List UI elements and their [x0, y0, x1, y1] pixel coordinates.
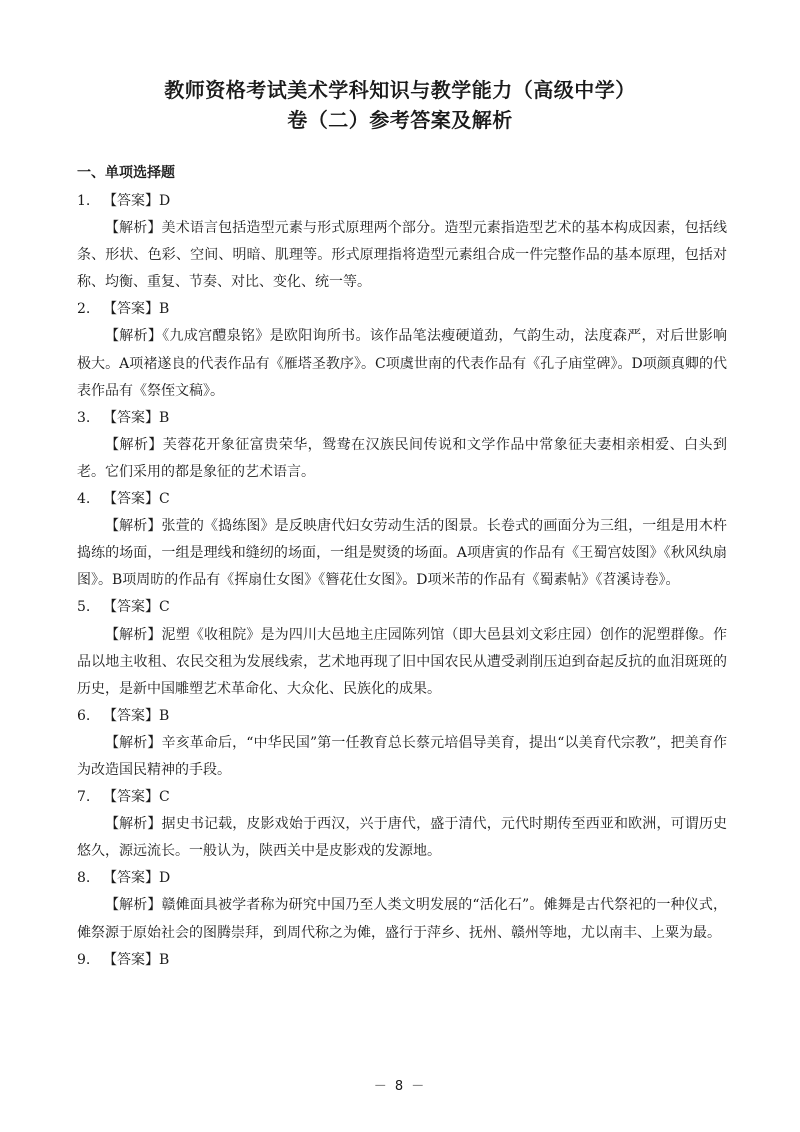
explanation-text: 【解析】张萱的《捣练图》是反映唐代妇女劳动生活的图景。长卷式的画面分为三组，一组是用木杵捣练的场面，一组是理线和缝纫的场面，一组是熨烫的场面。A项唐寅的作品有《王蜀宫妓图》《秋风纨扇图》。B项周昉的作品有《挥扇仕女图》《簪花仕女图》。D项米芾的作品有《蜀素帖》《苕溪诗卷》。: [77, 518, 727, 589]
explanation-text: 【解析】《九成宫醴泉铭》是欧阳询所书。该作品笔法瘦硬道劲，气韵生动，法度森严，对后世影响极大。A项褚遂良的代表作品有《雁塔圣教序》。C项虞世南的代表作品有《孔子庙堂碑》。D项颜真卿的代表作品有《祭侄文稿》。: [77, 328, 727, 399]
answer-line: [77, 865, 727, 892]
answer-item-9: [77, 947, 727, 974]
question-number: 4.: [77, 491, 91, 508]
answer-line: [77, 784, 727, 811]
explanation-text: 【解析】赣傩面具被学者称为研究中国乃至人类文明发展的“活化石”。傩舞是古代祭祀的一种仪式，傩祭源于原始社会的图腾崇拜，到周代称之为傩，盛行于萍乡、抚州、赣州等地，尤以南丰、上粟为最。: [77, 897, 727, 941]
answer-line: [77, 296, 727, 323]
question-number: 2.: [77, 301, 91, 318]
answer-item-7: [77, 784, 727, 865]
document-subtitle: 卷（二）参考答案及解析: [287, 108, 513, 132]
question-number: 7.: [77, 789, 91, 806]
answer-item-3: [77, 405, 727, 486]
answer-item-6: [77, 703, 727, 784]
question-number: 9.: [77, 951, 91, 968]
answer-item-8: [77, 865, 727, 946]
section-heading: 一、单项选择题: [77, 165, 175, 181]
answer-line: [77, 188, 727, 215]
answer-value: 【答案】D: [103, 870, 171, 887]
answer-item-1: [77, 188, 727, 296]
answer-value: 【答案】C: [103, 491, 170, 508]
answer-item-4: [77, 486, 727, 594]
answer-value: 【答案】B: [103, 707, 170, 724]
answer-line: [77, 947, 727, 974]
question-number: 1.: [77, 193, 91, 209]
answer-value: 【答案】C: [103, 789, 170, 806]
answer-line: [77, 594, 727, 621]
answer-line: [77, 405, 727, 432]
answer-value: 【答案】B: [103, 951, 170, 968]
answer-value: 【答案】B: [103, 301, 170, 318]
answer-list: [77, 188, 727, 974]
answer-value: 【答案】C: [103, 599, 170, 616]
answer-value: 【答案】B: [103, 409, 170, 426]
answer-value: 【答案】D: [103, 193, 171, 209]
answer-item-2: [77, 296, 727, 404]
question-number: 6.: [77, 707, 91, 724]
question-number: 5.: [77, 599, 91, 616]
document-title: 教师资格考试美术学科知识与教学能力（高级中学）: [164, 78, 636, 102]
answer-item-5: [77, 594, 727, 702]
page-number: － 8 －: [373, 1079, 427, 1094]
answer-line: [77, 486, 727, 513]
explanation-text: 【解析】泥塑《收租院》是为四川大邑地主庄园陈列馆（即大邑县刘文彩庄园）创作的泥塑群像。作品以地主收租、农民交租为发展线索，艺术地再现了旧中国农民从遭受剥削压迫到奋起反抗的血泪斑斑的历史，是新中国雕塑艺术革命化、大众化、民族化的成果。: [77, 626, 727, 697]
explanation-text: 【解析】美术语言包括造型元素与形式原理两个部分。造型元素指造型艺术的基本构成因素，包括线条、形状、色彩、空间、明暗、肌理等。形式原理指将造型元素组合成一件完整作品的基本原理，包括对称、均衡、重复、节奏、对比、变化、统一等。: [77, 220, 727, 291]
answer-line: [77, 703, 727, 730]
explanation-text: 【解析】芙蓉花开象征富贵荣华，鸳鸯在汉族民间传说和文学作品中常象征夫妻相亲相爱、白头到老。它们采用的都是象征的艺术语言。: [77, 436, 727, 480]
question-number: 3.: [77, 409, 91, 426]
explanation-text: 【解析】据史书记载，皮影戏始于西汉，兴于唐代，盛于清代，元代时期传至西亚和欧洲，可谓历史悠久，源远流长。一般认为，陕西关中是皮影戏的发源地。: [77, 816, 727, 860]
explanation-text: 【解析】辛亥革命后，“中华民国”第一任教育总长蔡元培倡导美育，提出“以美育代宗教”，把美育作为改造国民精神的手段。: [77, 734, 727, 778]
question-number: 8.: [77, 870, 91, 887]
